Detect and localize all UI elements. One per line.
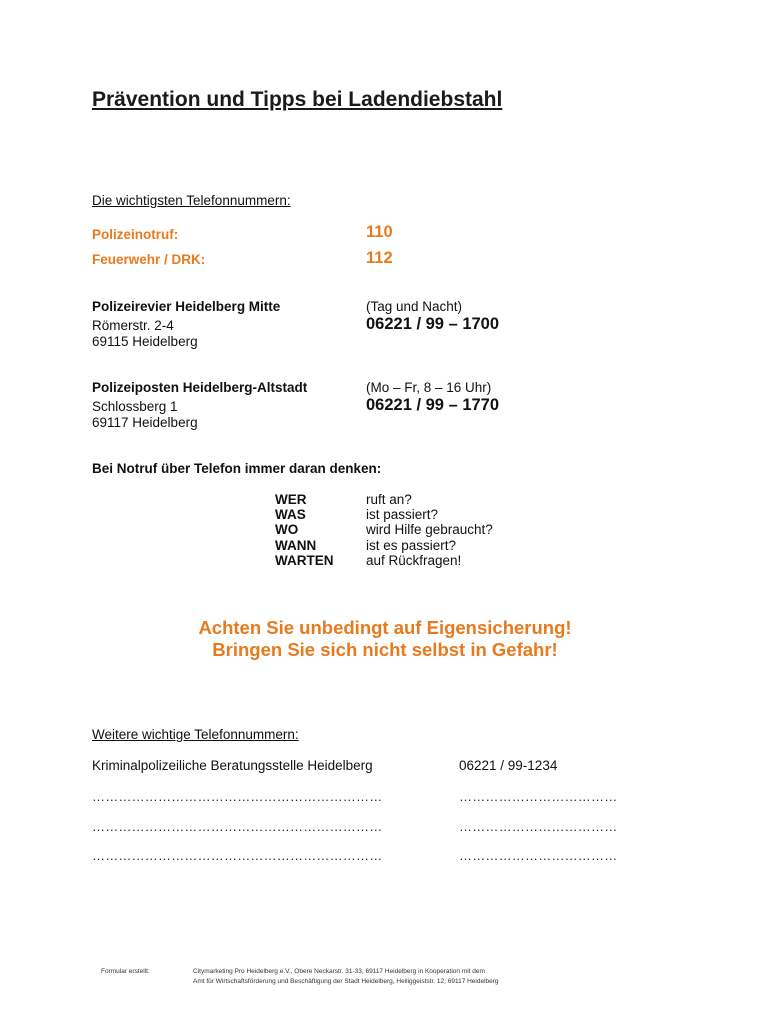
checklist-key: WARTEN [275,553,334,568]
checklist-text: ist passiert? [366,507,439,522]
station-altstadt-street: Schlossberg 1 [92,399,178,414]
further-entry-label: Kriminalpolizeiliche Beratungsstelle Heidelberg [92,758,373,773]
station-altstadt-phone: 06221 / 99 – 1770 [366,396,500,414]
police-emergency-number: 110 [366,223,393,241]
further-numbers-heading: Weitere wichtige Telefonnummern: [92,727,299,742]
station-mitte-phone: 06221 / 99 – 1700 [366,315,500,333]
station-altstadt-hours: (Mo – Fr, 8 – 16 Uhr) [366,380,492,395]
blank-label-line: ………………………………………………………… [92,819,383,834]
station-mitte-street: Römerstr. 2-4 [92,318,174,333]
emergency-call-heading: Bei Notruf über Telefon immer daran denken: [92,461,382,476]
checklist-key: WER [275,492,307,507]
checklist-text: ist es passiert? [366,538,457,553]
checklist-key: WO [275,522,299,537]
page-title: Prävention und Tipps bei Ladendiebstahl [92,88,503,111]
footer-line-2: Amt für Wirtschaftsförderung und Beschäftigung der Stadt Heidelberg, Heiliggeiststr. 12, 69117 Heidelberg [193,978,499,985]
blank-number-line: ……………………………… [459,819,618,834]
fire-rescue-label: Feuerwehr / DRK: [92,252,206,267]
checklist-text: wird Hilfe gebraucht? [366,522,493,537]
checklist-key: WAS [275,507,306,522]
fire-rescue-number: 112 [366,249,393,267]
blank-label-line: ………………………………………………………… [92,789,383,804]
further-entry-number: 06221 / 99-1234 [459,758,558,773]
important-numbers-heading: Die wichtigsten Telefonnummern: [92,193,291,208]
checklist-text: ruft an? [366,492,412,507]
station-altstadt-city: 69117 Heidelberg [92,415,198,430]
footer-line-1: Citymarketing Pro Heidelberg e.V., Obere Neckarstr. 31-33, 69117 Heidelberg in Kooperation mit dem [193,968,485,975]
station-altstadt-name: Polizeiposten Heidelberg-Altstadt [92,380,308,395]
checklist-key: WANN [275,538,317,553]
police-emergency-label: Polizeinotruf: [92,227,179,242]
blank-label-line: ………………………………………………………… [92,848,383,863]
blank-number-line: ……………………………… [459,848,618,863]
footer-label: Formular erstellt: [101,968,150,975]
station-mitte-name: Polizeirevier Heidelberg Mitte [92,299,281,314]
checklist-text: auf Rückfragen! [366,553,462,568]
blank-number-line: ……………………………… [459,789,618,804]
warning-line-1: Achten Sie unbedingt auf Eigensicherung! [198,617,572,638]
station-mitte-city: 69115 Heidelberg [92,334,198,349]
warning-line-2: Bringen Sie sich nicht selbst in Gefahr! [212,639,558,660]
station-mitte-hours: (Tag und Nacht) [366,299,463,314]
